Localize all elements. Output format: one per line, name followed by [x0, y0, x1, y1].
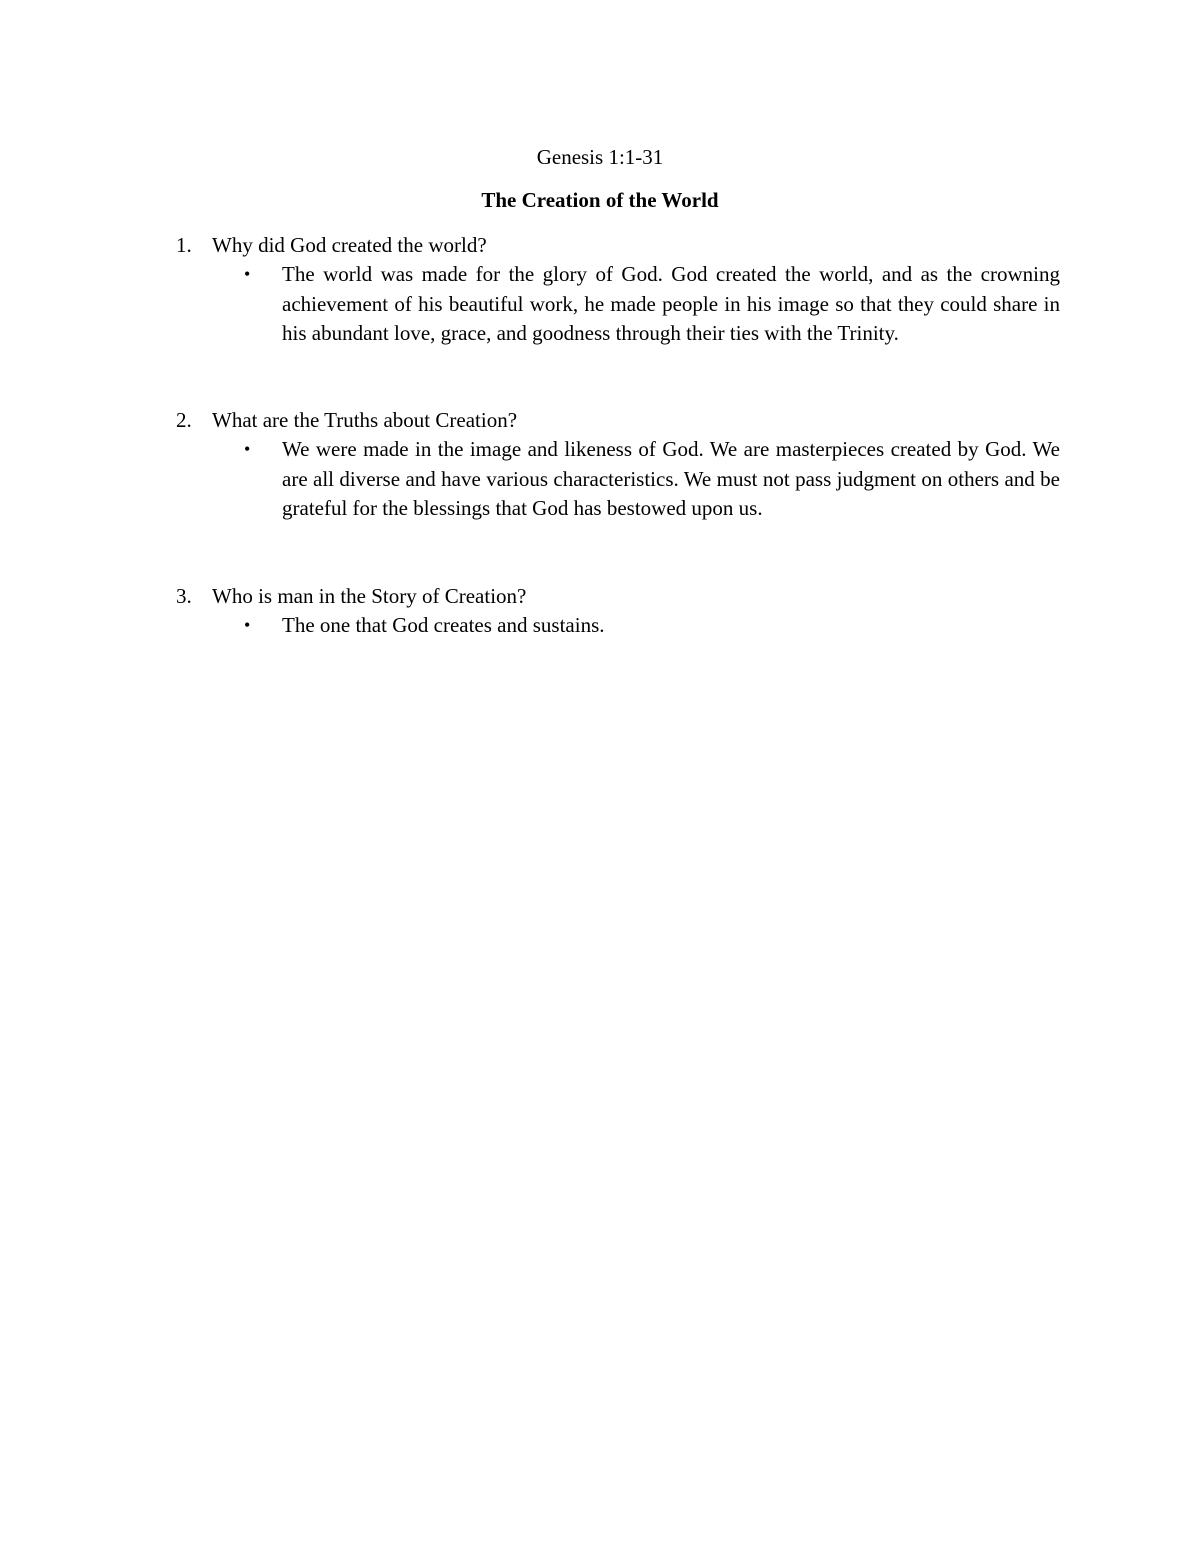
- answer-1: [244, 260, 1060, 349]
- bullet-icon: •: [244, 264, 251, 284]
- question-number: 3.: [176, 584, 192, 608]
- answer-text: The world was made for the glory of God. God created the world, and as the crowning achievement of his beautiful work, he made people in his image so that they could share in his abundant love, grace, and goodness through their ties with the Trinity.: [282, 262, 1060, 345]
- question-text: What are the Truths about Creation?: [212, 408, 518, 432]
- question-number: 1.: [176, 233, 192, 257]
- scripture-reference: Genesis 1:1-31: [536, 145, 664, 169]
- question-2: [176, 406, 517, 435]
- answer-2: [244, 435, 1060, 524]
- page-title: The Creation of the World: [481, 188, 719, 212]
- question-text: Who is man in the Story of Creation?: [212, 584, 527, 608]
- answer-text: The one that God creates and sustains.: [282, 613, 605, 637]
- question-3: [176, 582, 526, 611]
- bullet-icon: •: [244, 439, 251, 459]
- answer-text: We were made in the image and likeness of God. We are masterpieces created by God. We are all diverse and have various characteristics. We must not pass judgment on others and be grateful for the blessings that God has bestowed upon us.: [282, 437, 1060, 520]
- bullet-icon: •: [244, 615, 251, 635]
- question-1: [176, 231, 487, 260]
- answer-3: [244, 611, 1060, 641]
- question-text: Why did God created the world?: [212, 233, 487, 257]
- question-number: 2.: [176, 408, 192, 432]
